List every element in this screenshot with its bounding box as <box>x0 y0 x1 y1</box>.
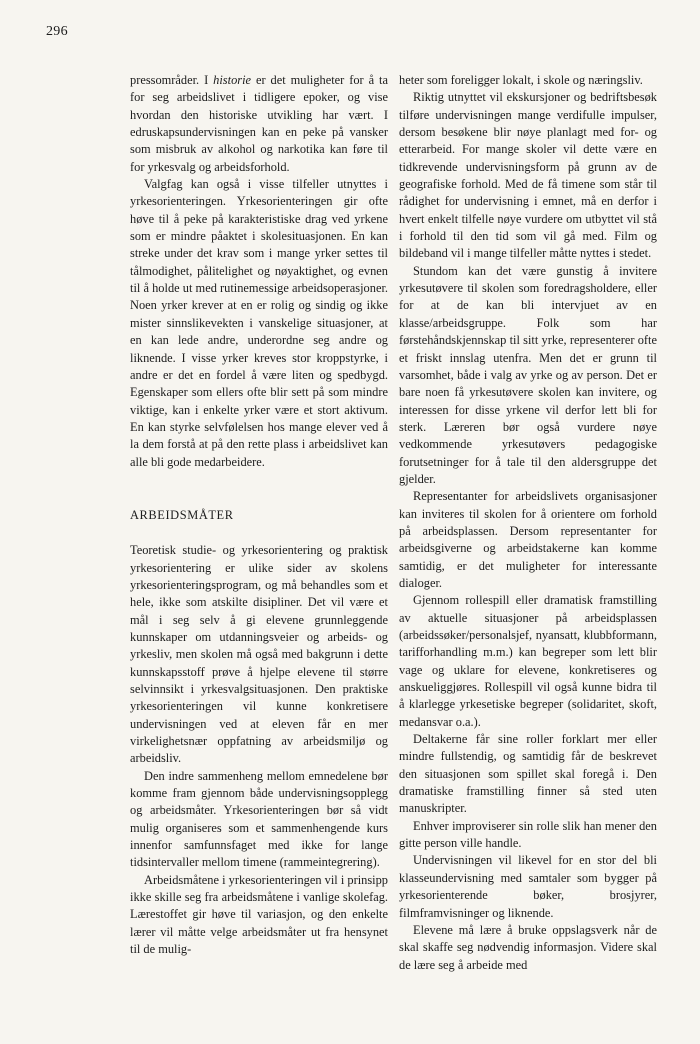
text-run: pressområder. I <box>130 73 214 87</box>
left-column <box>130 72 388 959</box>
paragraph: Teoretisk studie- og yrkesorientering og praktisk yrkesorientering er ulike sider av skolens yrkesorienteringsprogram, og må behandles som et hele, ikke som atskilte disipliner. Det vil være et mål i seg selv å gi elevene grunnleggende kunnskaper om utdanningsveier og arbeids- og yrkesliv, men skolen må også med bakgrunn i dette kunnskapsstoff prøve å hjelpe elevene til større selvinnsikt i yrkesvalgsituasjonen. Den praktiske yrkesorienteringen vil kunne konkretisere undervisningen ved at eleven får en mer virkelighetsnær oppfatning av arbeidsmiljø og arbeidsliv. <box>130 543 388 766</box>
paragraph: Elevene må lære å bruke oppslagsverk når de skal skaffe seg nødvendig informasjon. Videre skal de lære seg å arbeide med <box>399 922 657 972</box>
paragraph <box>130 72 388 176</box>
paragraph: Undervisningen vil likevel for en stor del bli klasseundervisning med samtaler som bygger på yrkesorienterende bøker, brosjyrer, filmframvisninger og liknende. <box>399 853 657 920</box>
paragraph: Den indre sammenheng mellom emnedelene bør komme fram gjennom både undervisningsopplegg og arbeidsmåter. Yrkesorienteringen bør så vidt mulig organiseres som et sammenhengende kurs innenfor samfunnsfaget med ikke for lange tidsintervaller mellom timene (rammeintegrering). <box>130 768 388 870</box>
page-number: 296 <box>46 24 68 39</box>
emphasis-historie: historie <box>213 73 252 87</box>
text-run: er det muligheter for å ta for seg arbeidslivet i tidligere epoker, og vise hvordan den historiske utvikling har vært. I edruskapsundervisningen kan en peke på vansker som misbruk av alkohol og narkotika kan føre til for yrkesvalg og arbeidsforhold. <box>130 73 389 174</box>
paragraph: heter som foreligger lokalt, i skole og næringsliv. <box>399 73 643 87</box>
paragraph: Deltakerne får sine roller forklart mer eller mindre fullstendig, og samtidig får de beskrevet den situasjonen som spillet skal foregå i. Den dramatiske framstilling finner så sted uten manuskripter. <box>399 732 657 816</box>
paragraph: Stundom kan det være gunstig å invitere yrkesutøvere til skolen som foredragsholdere, eller for at de kan bli intervjuet av en klasse/arbeidsgruppe. Folk som har førstehåndskjennskap til sitt yrke, representerer ofte et friskt innslag utenfra. Men det er grunn til varsomhet, både i valg av yrke og av person. Det er bare noen få yrkesutøvere skolen kan invitere, og interessen for disse yrkene vil derfor lett bli for sterk. Læreren bør også vurdere nøye vedkommende yrkesutøvers pedagogiske forutsetninger for å tale til den aldersgruppe det gjelder. <box>399 263 657 486</box>
paragraph: Gjennom rollespill eller dramatisk framstilling av aktuelle situasjoner på arbeidsplassen (arbeidssøker/personalsjef, nyansatt, klubbformann, tarifforhandling m.m.) kan begreper som lett blir vage og uklare for elevene, konkretiseres og anskueliggjøres. Rollespill vil også kunne bidra til å klarlegge yrkesetiske begreper (solidaritet, skoft, medansvar o.a.). <box>399 593 657 729</box>
paragraph: Riktig utnyttet vil ekskursjoner og bedriftsbesøk tilføre undervisningen mange verdifulle impulser, dersom besøkene blir nøye planlagt med for- og etterarbeid. For mange skoler vil dette være en tidkrevende undervisningsform på grunn av de geografiske forhold. Med de få timene som står til rådighet for undervisning i emnet, må en derfor i hvert enkelt tilfelle nøye vurdere om utbyttet vil stå i forhold til den tid som vil gå med. Film og bildeband vil i mange tilfeller måtte nyttes i stedet. <box>399 90 657 261</box>
paragraph: Valgfag kan også i visse tilfeller utnyttes i yrkesorienteringen. Yrkesorienteringen gir ofte høve til å peke på karakteristiske drag ved yrkene som er mindre påaktet i skolesituasjonen. En kan streke under det krav som i mange yrker settes til tålmodighet, pålitelighet og nøyaktighet, og evnen til å holde ut med rutinemessige arbeidsoperasjoner. Noen yrker krever at en er rolig og sindig og ikke mister sinnslikevekten i vanskelige situasjoner, at en kan lede andre, underordne seg andre og liknende. I visse yrker kreves stor kroppstyrke, i andre er det en fordel å være liten og spedbygd. Egenskaper som ellers ofte blir sett på som mindre viktige, kan i enkelte yrker være et stort aktivum. En kan styrke selvfølelsen hos mange elever ved å la dem forstå at på den rette plass i arbeidslivet kan alle bli gode medarbeidere. <box>130 177 388 469</box>
section-heading: ARBEIDSMÅTER <box>130 507 234 522</box>
paragraph: Arbeidsmåtene i yrkesorienteringen vil i prinsipp ikke skille seg fra arbeidsmåtene i vanlige skolefag. Lærestoffet gir høve til variasjon, og den enkelte lærer vil måtte velge arbeidsmåter ut fra hensynet til de mulig- <box>130 872 388 957</box>
paragraph: Enhver improviserer sin rolle slik han mener den gitte person ville handle. <box>399 818 657 851</box>
right-column <box>399 72 657 974</box>
paragraph: Representanter for arbeidslivets organisasjoner kan inviteres til skolen for å orientere om forhold på arbeidsplassen. Dersom representanter for arbeidsgiverne og arbeidstakerne kan komme samtidig, er det muligheter for interessante dialoger. <box>399 489 657 590</box>
